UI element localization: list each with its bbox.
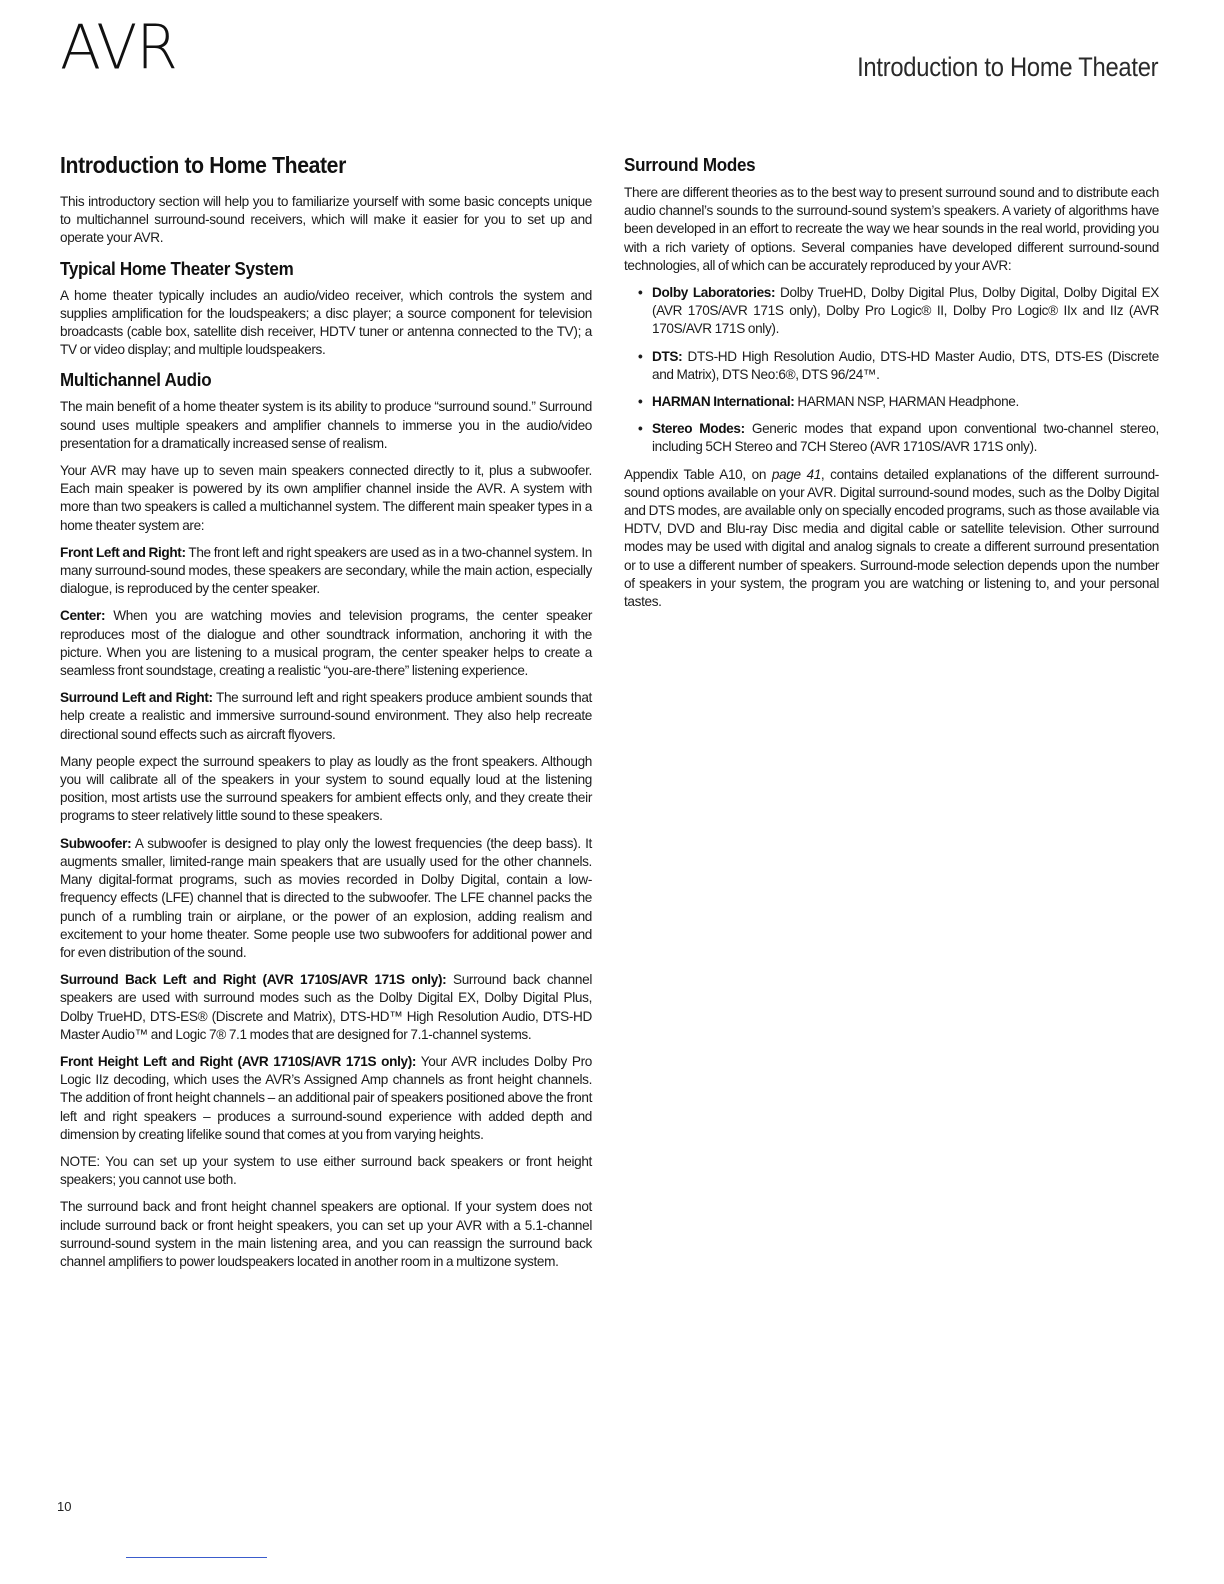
- list-item-label: Dolby Laboratories:: [652, 285, 776, 301]
- front-height-text: Your AVR includes Dolby Pro Logic IIz decoding, which uses the AVR’s Assigned Amp channels as front height channels. The addition of front height channels – an additional pair of speakers positioned above the front left and right speakers – produces a surround-sound experience with added depth and dimension by creating lifelike sound that comes at you from varying heights.: [60, 1053, 592, 1142]
- surround-loudness-paragraph: Many people expect the surround speakers to play as loudly as the front speakers. Although you will calibrate all of the speakers in your system to sound equally loud at the listening position, most artists use the surround speakers for ambient effects only, and they create their programs to steer relatively little sound to these speakers.: [60, 753, 592, 824]
- center-speaker-paragraph: [60, 607, 592, 680]
- front-height-label: Front Height Left and Right (AVR 1710S/AVR 171S only):: [60, 1053, 417, 1069]
- left-column: [60, 152, 592, 1280]
- section-heading-typical: Typical Home Theater System: [60, 257, 294, 279]
- subwoofer-paragraph: [60, 835, 592, 962]
- section-heading-surround-modes: Surround Modes: [624, 154, 756, 175]
- front-speakers-text: The front left and right speakers are used as in a two-channel system. In many surround-sound modes, these speakers are secondary, while the main action, especially dialogue, is reproduced by the center speaker.: [60, 544, 592, 597]
- intro-paragraph: This introductory section will help you to familiarize yourself with some basic concepts unique to multichannel surround-sound receivers, which will make it easier for you to set up and operate your AVR.: [60, 194, 592, 246]
- list-item-text: Dolby TrueHD, Dolby Digital Plus, Dolby Digital, Dolby Digital EX (AVR 170S/AVR 171S only), Dolby Pro Logic® II, Dolby Pro Logic® IIx and IIz (AVR 170S/AVR 171S only).: [652, 285, 1159, 337]
- bullet-icon: •: [638, 348, 643, 364]
- section-heading-multichannel: Multichannel Audio: [60, 369, 212, 391]
- list-item-label: DTS:: [652, 348, 683, 364]
- technology-list: [638, 284, 1159, 457]
- surround-back-label: Surround Back Left and Right (AVR 1710S/AVR 171S only):: [60, 972, 447, 988]
- list-item: [638, 393, 1159, 411]
- footer-divider: [126, 1557, 267, 1558]
- brand-logo: AVR: [60, 12, 177, 84]
- list-item-label: Stereo Modes:: [652, 421, 745, 437]
- list-item-text: HARMAN NSP, HARMAN Headphone.: [797, 394, 1019, 410]
- surround-back-paragraph: [60, 971, 592, 1044]
- multichannel-paragraph-2: Your AVR may have up to seven main speakers connected directly to it, plus a subwoofer. Each main speaker is powered by its own amplifier channel inside the AVR. A system with more than two speakers is called a multichannel system. The different main speaker types in a home theater system are:: [60, 463, 592, 533]
- surround-speakers-label: Surround Left and Right:: [60, 690, 213, 706]
- appendix-paragraph: [624, 466, 1159, 612]
- subwoofer-label: Subwoofer:: [60, 835, 132, 851]
- bullet-icon: •: [638, 421, 643, 437]
- appendix-text-after: , contains detailed explanations of the different surround-sound options available on your AVR. Digital surround-sound modes, such as the Dolby Digital and DTS modes, are available only on specially encoded programs, such as those available via HDTV, DVD and Blu-ray Disc media and digital cable or satellite television. Other surround modes may be used with digital and analog signals to create a different surround presentation or to use a different number of speakers. Surround-mode selection depends upon the number of speakers in your system, the program you are watching or listening to, and your personal tastes.: [624, 466, 1159, 610]
- multichannel-paragraph-1: The main benefit of a home theater system is its ability to produce “surround sound.” Surround sound uses multiple speakers and amplifier channels to immerse you in the audio/video presentation for a dramatically increased sense of realism.: [60, 399, 592, 451]
- center-speaker-text: When you are watching movies and television programs, the center speaker reproduces most of the dialogue and other soundtrack information, anchoring it with the picture. When you are listening to a musical program, the center speaker helps to create a seamless front soundstage, creating a realistic “you-are-there” listening experience.: [60, 608, 592, 679]
- subwoofer-text: A subwoofer is designed to play only the lowest frequencies (the deep bass). It augments smaller, limited-range main speakers that are usually used for the other channels. Many digital-format programs, such as movies recorded in Dolby Digital, contain a low-frequency effects (LFE) channel that is directed to the subwoofer. The LFE channel packs the punch of a rumbling train or airplane, or the power of an explosion, adding realism and excitement to your home theater. Some people use two subwoofers for additional power and for even distribution of the sound.: [60, 835, 592, 960]
- list-item: [638, 420, 1159, 456]
- bullet-icon: •: [638, 394, 643, 410]
- list-item-label: HARMAN International:: [652, 394, 795, 410]
- optional-speakers-paragraph: The surround back and front height channel speakers are optional. If your system does not include surround back or front height speakers, you can set up your AVR with a 5.1-channel surround-sound system in the main listening area, and you can reassign the surround back channel amplifiers to power loudspeakers located in another room in a multizone system.: [60, 1199, 592, 1269]
- surround-modes-intro: There are different theories as to the best way to present surround sound and to distribute each audio channel’s sounds to the surround-sound system’s speakers. A variety of algorithms have been developed in an effort to recreate the way we hear sounds in the real world, providing you with a rich variety of options. Several companies have developed different surround-sound technologies, all of which can be accurately reproduced by your AVR:: [624, 185, 1159, 273]
- right-column: [624, 152, 1159, 620]
- running-title: Introduction to Home Theater: [856, 52, 1158, 82]
- page-number: 10: [57, 1499, 72, 1514]
- front-speakers-paragraph: [60, 544, 592, 599]
- front-speakers-label: Front Left and Right:: [60, 544, 186, 560]
- page-reference-link[interactable]: page 41: [771, 466, 821, 482]
- surround-back-text: Surround back channel speakers are used with surround modes such as the Dolby Digital EX, Dolby Digital Plus, Dolby TrueHD, DTS-ES® (Discrete and Matrix), DTS-HD™ High Resolution Audio, DTS-HD Master Audio™ and Logic 7® 7.1 modes that are designed for 7.1-channel systems.: [60, 972, 592, 1042]
- page-title: Introduction to Home Theater: [60, 152, 346, 178]
- list-item-text: DTS-HD High Resolution Audio, DTS-HD Master Audio, DTS, DTS-ES (Discrete and Matrix), DTS Neo:6®, DTS 96/24™.: [652, 348, 1159, 382]
- note-paragraph: NOTE: You can set up your system to use either surround back speakers or front height speakers; you cannot use both.: [60, 1153, 592, 1188]
- bullet-icon: •: [638, 285, 643, 301]
- center-speaker-label: Center:: [60, 608, 106, 624]
- typical-paragraph: A home theater typically includes an audio/video receiver, which controls the system and supplies amplification for the loudspeakers; a disc player; a source component for television broadcasts (cable box, satellite dish receiver, HDTV tuner or antenna connected to the TV); a TV or video display; and multiple loudspeakers.: [60, 287, 592, 358]
- surround-speakers-paragraph: [60, 689, 592, 744]
- surround-speakers-text: The surround left and right speakers produce ambient sounds that help create a realistic and immersive surround-sound environment. They also help recreate directional sound effects such as aircraft flyovers.: [60, 690, 592, 742]
- front-height-paragraph: [60, 1053, 592, 1144]
- list-item: [638, 348, 1159, 384]
- list-item: [638, 284, 1159, 339]
- list-item-text: Generic modes that expand upon conventional two-channel stereo, including 5CH Stereo and 7CH Stereo (AVR 1710S/AVR 171S only).: [652, 421, 1159, 455]
- appendix-text-before: Appendix Table A10, on: [624, 466, 767, 482]
